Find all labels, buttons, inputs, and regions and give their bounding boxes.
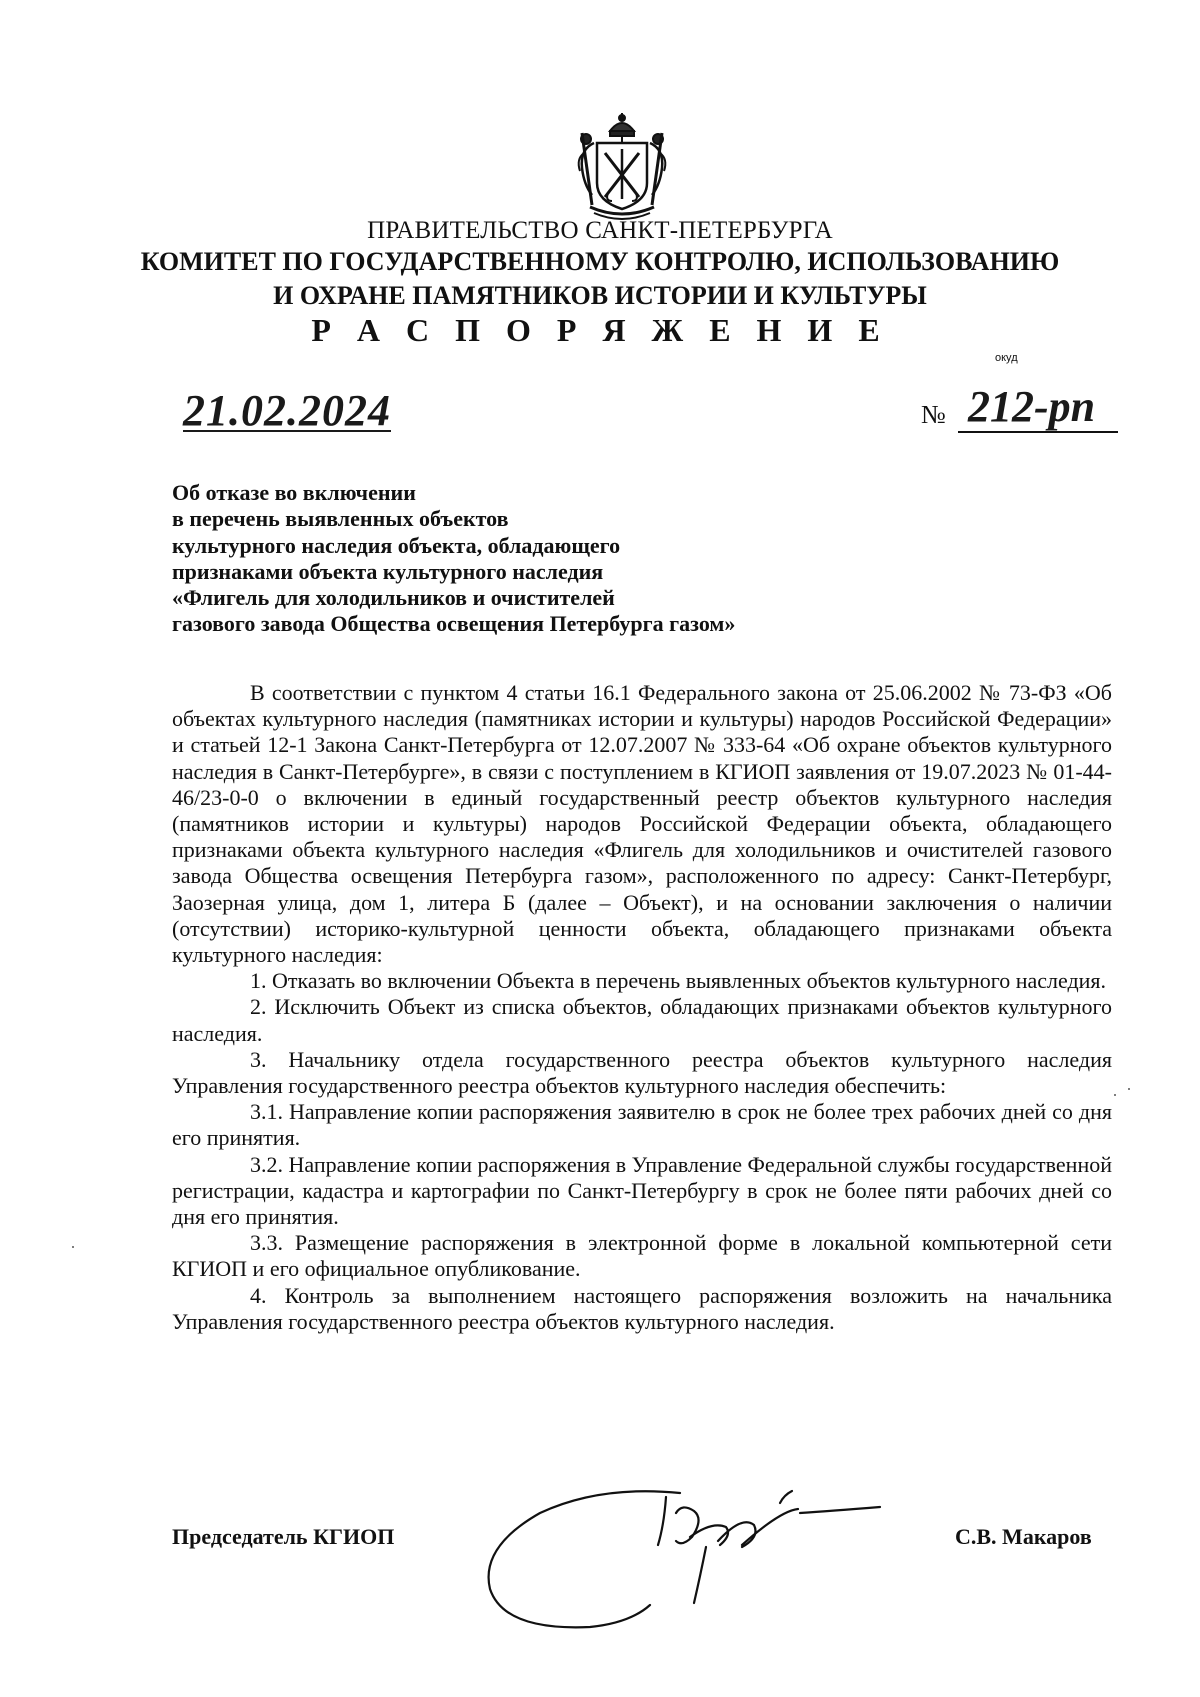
- committee-name: [0, 245, 1200, 313]
- subject-line: признаками объекта культурного наследия: [172, 558, 604, 584]
- government-name: ПРАВИТЕЛЬСТВО САНКТ-ПЕТЕРБУРГА: [367, 217, 833, 244]
- subject-line: газового завода Общества освещения Петербурга газом»: [172, 611, 736, 637]
- body-paragraph-3-2: 3.2. Направление копии распоряжения в Управление Федеральной службы государственной регистрации, кадастра и картографии по Санкт-Петербургу в срок не более пяти рабочих дней со дня его принятия.: [172, 1151, 1112, 1230]
- handwritten-signature: [480, 1485, 890, 1635]
- document-subject: [172, 480, 892, 638]
- committee-line-2: И ОХРАНЕ ПАМЯТНИКОВ ИСТОРИИ И КУЛЬТУРЫ: [273, 281, 927, 310]
- body-paragraph-2: 2. Исключить Объект из списка объектов, обладающих признаками объектов культурного наследия.: [172, 994, 1112, 1046]
- subject-line: культурного наследия объекта, обладающего: [172, 532, 621, 558]
- document-type: Р А С П О Р Я Ж Е Н И Е: [311, 312, 889, 348]
- committee-line-1: КОМИТЕТ ПО ГОСУДАРСТВЕННОМУ КОНТРОЛЮ, ИСПОЛЬЗОВАНИЮ: [140, 247, 1060, 276]
- signatory-name: С.В. Макаров: [955, 1524, 1092, 1549]
- spb-coat-of-arms-icon: [572, 113, 672, 221]
- body-paragraph-4: 4. Контроль за выполнением настоящего распоряжения возложить на начальника Управления государственного реестра объектов культурного наследия.: [172, 1282, 1112, 1334]
- okud-label: окуд: [995, 352, 1018, 364]
- signatory-title: Председатель КГИОП: [172, 1524, 395, 1549]
- scan-artifact: [1114, 1094, 1116, 1096]
- body-paragraph-3: 3. Начальнику отдела государственного реестра объектов культурного наследия Управления государственного реестра объектов культурного наследия обеспечить:: [172, 1046, 1112, 1099]
- subject-line: Об отказе во включении: [172, 480, 416, 505]
- scan-artifact: [1128, 1088, 1130, 1090]
- subject-line: «Флигель для холодильников и очистителей: [172, 585, 615, 611]
- body-paragraph-3-1: 3.1. Направление копии распоряжения заявителю в срок не более трех рабочих дней со дня его принятия.: [172, 1099, 1112, 1151]
- document-body: [172, 680, 1112, 1335]
- subject-line: в перечень выявленных объектов: [172, 506, 509, 532]
- scan-artifact: [72, 1246, 74, 1248]
- body-paragraph-3-3: 3.3. Размещение распоряжения в электронной форме в локальной компьютерной сети КГИОП и его официальное опубликование.: [172, 1230, 1112, 1282]
- number-label: №: [921, 400, 946, 429]
- document-number: 212-рп: [958, 383, 1118, 433]
- body-paragraph-1: 1. Отказать во включении Объекта в перечень выявленных объектов культурного наследия.: [250, 968, 1107, 994]
- body-paragraph-preamble: В соответствии с пунктом 4 статьи 16.1 Федерального закона от 25.06.2002 № 73-ФЗ «Об объектах культурного наследия (памятниках истории и культуры) народов Российской Федерации» и статьей 12-1 Закона Санкт-Петербурга от 12.07.2007 № 333-64 «Об охране объектов культурного наследия в Санкт-Петербурге», в связи с поступлением в КГИОП заявления от 19.07.2023 № 01-44-46/23-0-0 о включении в единый государственный реестр объектов культурного наследия (памятников истории и культуры) народов Российской Федерации объекта, обладающего признаками объекта культурного наследия «Флигель для холодильников и очистителей газового завода Общества освещения Петербурга газом», расположенного по адресу: Санкт-Петербург, Заозерная улица, дом 1, литера Б (далее – Объект), и на основании заключения о наличии (отсутствии) историко-культурной ценности объекта, обладающего признаками объекта культурного наследия:: [172, 680, 1112, 968]
- document-date: 21.02.2024: [183, 386, 391, 435]
